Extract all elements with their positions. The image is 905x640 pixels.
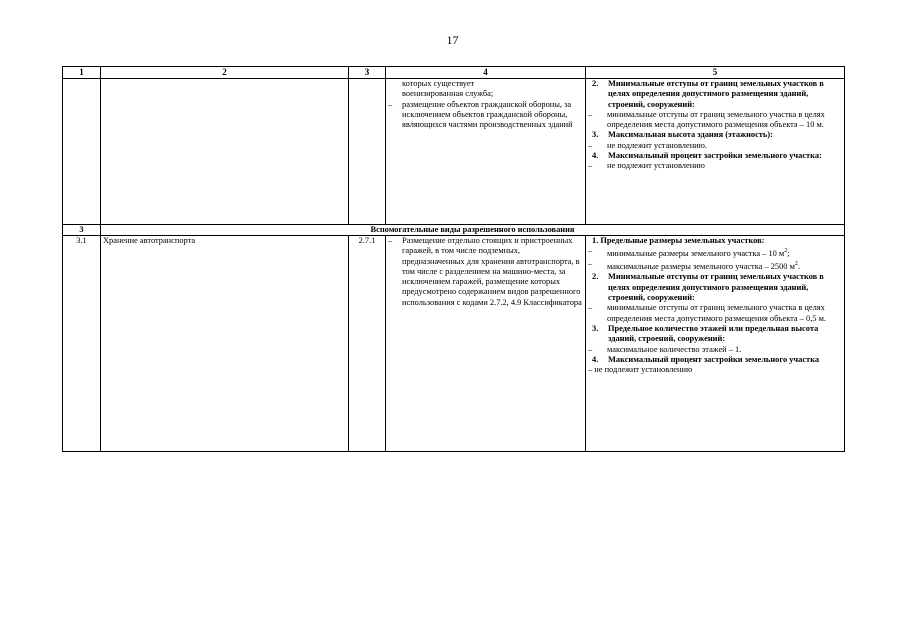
param-heading: 2. Минимальные отступы от границ земельных участков в целях определения допустимого размещения зданий, строений, сооружений: [592,79,824,109]
header-cell: 4 [386,67,586,79]
param-heading: 3. Максимальная высота здания (этажность): [592,130,773,140]
dash-marker: – [388,99,393,109]
table-row-continued [63,79,845,225]
cell-parameters [586,236,845,452]
header-cell: 5 [586,67,845,79]
cell-num: 3.1 [63,236,101,452]
table-header-row [63,67,845,79]
cell-description [386,79,586,225]
section-row [63,225,845,236]
param-heading: 2. Минимальные отступы от границ земельных участков в целях определения допустимого размещения зданий, строений, сооружений: [592,272,824,303]
header-cell: 3 [349,67,386,79]
description-line: военизированная служба; [402,89,494,99]
param-heading: 1. Предельные размеры земельных участков: [592,236,765,245]
description-text: Размещение отдельно стоящих и пристроенных гаражей, в том числе подземных, предназначенных для хранения автотранспорта, в том числе с разделением на машино-места, за исключением гаражей, размещение которых предусмотрено содержанием видов разрешенного использования с кодами 2.7.2, 4.9 Классификатора [402,236,582,307]
param-item: – не подлежит установлению [588,161,705,171]
param-heading: 3. Предельное количество этажей или предельная высота зданий, строений, сооружений: [592,323,819,344]
param-item: – максимальные размеры земельного участка – 2500 $м^2$. [588,259,800,272]
page-number: 17 [446,33,459,47]
cell-parameters [586,79,845,225]
param-item: – не подлежит установлению. [588,140,708,150]
param-item: – максимальное количество этажей – 1. [588,344,742,354]
table-row [63,236,845,452]
description-text: размещение объектов гражданской обороны, за исключением объектов гражданской обороны, являющихся частями производственных зданий [402,99,573,130]
description-item [388,100,583,131]
cell-description [386,236,586,452]
param-heading: 4. Максимальный процент застройки земельного участка: [592,151,822,161]
param-item: – минимальные отступы от границ земельного участка в целях определения места допустимого размещения объекта – 10 м. [588,109,825,130]
param-item: – не подлежит установлению [588,365,693,375]
cell-code: 2.7.1 [349,236,386,452]
dash-marker: – [388,236,393,245]
header-cell: 1 [63,67,101,79]
cell-code [349,79,386,225]
section-title: Вспомогательные виды разрешенного использования [101,225,845,236]
param-item: – минимальные отступы от границ земельного участка в целях определения места допустимого размещения объекта – 0,5 м. [588,303,826,323]
cell-num [63,79,101,225]
section-number: 3 [63,225,101,236]
description-line: которых существует [402,79,475,88]
cell-name [101,79,349,225]
header-cell: 2 [101,67,349,79]
description-item [388,236,583,308]
param-heading: 4. Максимальный процент застройки земельного участка [592,354,820,364]
param-item: – минимальные размеры земельного участка – 10 $м^2$; [588,246,790,259]
cell-name: Хранение автотранспорта [101,236,349,452]
zoning-table [62,66,845,452]
